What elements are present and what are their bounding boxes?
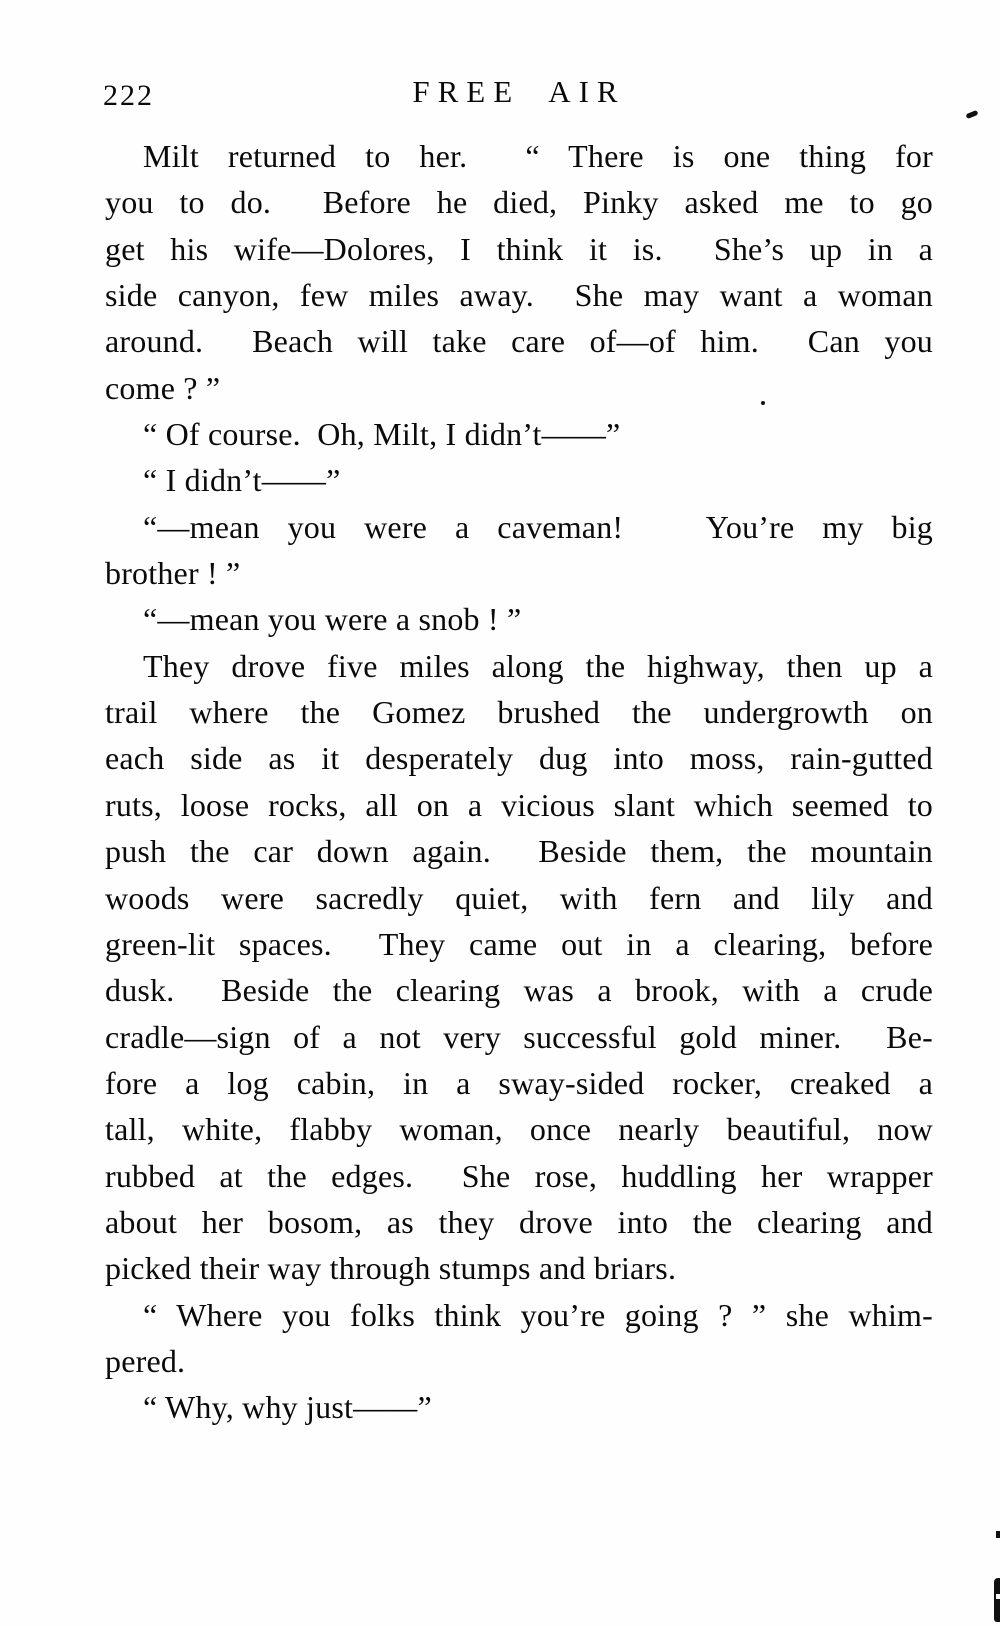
paragraph-1 — [105, 133, 933, 411]
text-line: about her bosom, as they drove into the clearing and — [105, 1203, 933, 1240]
paragraph-8 — [105, 1384, 933, 1430]
text-line: “ Of course. Oh, Milt, I didn’t——” — [143, 416, 621, 453]
text-line: woods were sacredly quiet, with fern and lily and — [105, 879, 933, 916]
text-line: cradle—sign of a not very successful gold miner. Be- — [105, 1018, 933, 1055]
text-line: you to do. Before he died, Pinky asked me to go — [105, 184, 933, 221]
text-line: push the car down again. Beside them, the mountain — [105, 833, 933, 870]
text-line: each side as it desperately dug into moss, rain-gutted — [105, 740, 933, 777]
scan-artifact-edge-blob — [994, 1578, 1000, 1622]
paragraph-4 — [105, 504, 933, 597]
paragraph-3 — [105, 457, 933, 503]
text-line: They drove five miles along the highway, then up a — [143, 647, 933, 684]
text-line: ruts, loose rocks, all on a vicious slant which seemed to — [105, 786, 933, 823]
text-line: pered. — [105, 1342, 186, 1379]
text-line: rubbed at the edges. She rose, huddling her wrapper — [105, 1157, 933, 1194]
text-line: fore a log cabin, in a sway-sided rocker, creaked a — [105, 1064, 933, 1101]
text-line: tall, white, flabby woman, once nearly beautiful, now — [105, 1111, 933, 1148]
text-line: “—mean you were a snob ! ” — [143, 601, 522, 638]
page-number: 222 — [103, 79, 154, 112]
text-line: around. Beach will take care of—of him. Can you — [105, 323, 933, 360]
scan-artifact-edge-dot — [996, 1531, 1000, 1538]
text-line: “ I didn’t——” — [143, 462, 341, 499]
text-line: “—mean you were a caveman! You’re my big — [143, 508, 933, 545]
text-line: come ? ” — [105, 369, 221, 406]
paragraph-5 — [105, 596, 933, 642]
text-line: “ Why, why just——” — [143, 1389, 432, 1426]
paragraph-7 — [105, 1292, 933, 1385]
text-line: “ Where you folks think you’re going ? ” she whim- — [143, 1296, 933, 1333]
scan-artifact-edge-notch — [996, 1594, 1000, 1599]
text-line: get his wife—Dolores, I think it is. She’s up in a — [105, 230, 933, 267]
text-line: trail where the Gomez brushed the undergrowth on — [105, 694, 933, 731]
text-line: green-lit spaces. They came out in a clearing, before — [105, 925, 933, 962]
text-line: Milt returned to her. “ There is one thing for — [143, 138, 933, 174]
text-line: side canyon, few miles away. She may want a woman — [105, 277, 933, 314]
paragraph-2 — [105, 411, 933, 457]
text-line: brother ! ” — [105, 555, 241, 592]
scan-artifact-tick — [966, 110, 979, 119]
page-text-block — [105, 133, 933, 1431]
paragraph-6 — [105, 643, 933, 1292]
text-line: dusk. Beside the clearing was a brook, with a crude — [105, 972, 933, 1009]
running-title: FREE AIR — [412, 74, 626, 109]
scan-artifact-dot — [761, 401, 765, 405]
text-line: picked their way through stumps and briars. — [105, 1250, 677, 1287]
